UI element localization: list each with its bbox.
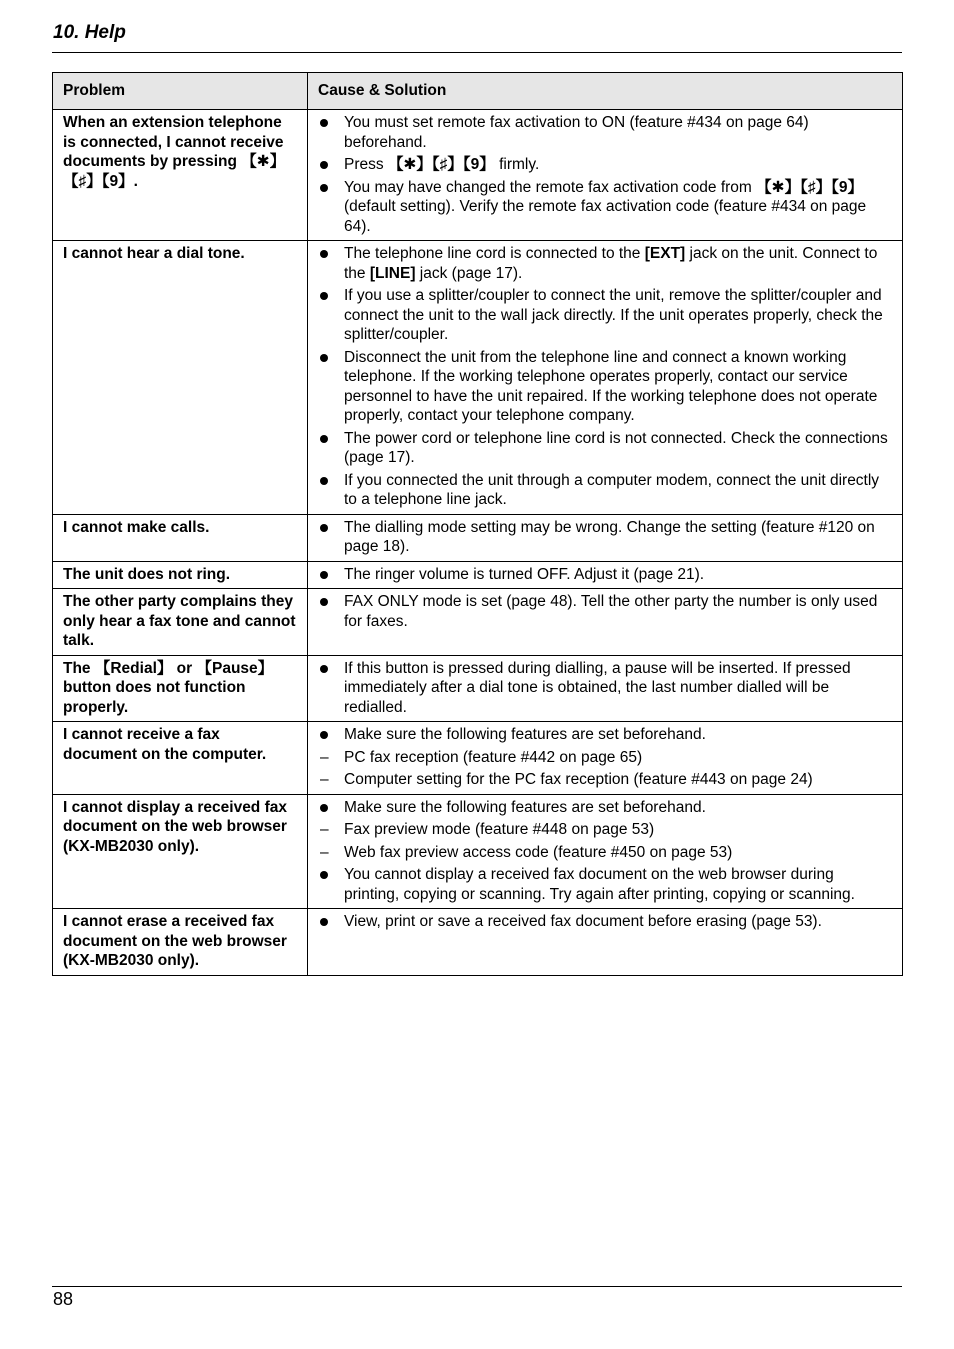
- solution-cell: [308, 241, 903, 515]
- solution-text: You must set remote fax activation to ON (feature #434 on page 64) beforehand.: [344, 114, 809, 151]
- solution-item: [318, 471, 892, 510]
- solution-text: firmly.: [494, 156, 540, 173]
- solution-cell: [308, 514, 903, 561]
- table-row: [53, 589, 903, 656]
- solution-text: If this button is pressed during dialling, a pause will be inserted. If pressed immediately after a dial tone is obtained, the last number dialled will be redialled.: [344, 659, 851, 716]
- solution-cell: [308, 909, 903, 976]
- solution-cell: [308, 110, 903, 241]
- solution-list: [318, 725, 892, 790]
- table-row: [53, 909, 903, 976]
- solution-list: [318, 518, 892, 557]
- solution-text: Make sure the following features are set beforehand.: [344, 726, 706, 743]
- column-header-solution: Cause & Solution: [308, 73, 903, 110]
- sub-item: – Web fax preview access code (feature #450 on page 53): [318, 843, 892, 863]
- solution-item: [318, 725, 892, 790]
- key-label: 【✱】【♯】【9】: [387, 156, 495, 173]
- solution-item: [318, 865, 892, 904]
- solution-list: [318, 113, 892, 236]
- table-row: [53, 794, 903, 909]
- solution-text: FAX ONLY mode is set (page 48). Tell the other party the number is only used for faxes.: [344, 593, 878, 630]
- solution-list: [318, 592, 892, 631]
- solution-item: [318, 659, 892, 718]
- problem-cell: I cannot hear a dial tone.: [53, 241, 308, 515]
- key-label: 【✱】【♯】【9】: [756, 178, 864, 196]
- solution-list: [318, 798, 892, 905]
- table-row: [53, 655, 903, 722]
- solution-text: Disconnect the unit from the telephone line and connect a known working telephone. If the working telephone operates properly, contact our service personnel to have the unit repaired. If the working telephone does not operate properly, contact your telephone company.: [344, 348, 878, 424]
- solution-item: [318, 592, 892, 631]
- problem-cell: I cannot make calls.: [53, 514, 308, 561]
- key-label: [EXT]: [644, 245, 686, 262]
- solution-item: [318, 178, 892, 237]
- help-table: [52, 72, 903, 976]
- table-row: [53, 110, 903, 241]
- solution-text: View, print or save a received fax document before erasing (page 53).: [344, 913, 822, 930]
- page-number: 88: [53, 1289, 74, 1309]
- solution-item: [318, 912, 892, 932]
- solution-item: [318, 429, 892, 468]
- problem-cell: I cannot receive a fax document on the computer.: [53, 722, 308, 795]
- header-rule: [52, 52, 902, 53]
- footer-rule: [52, 1286, 902, 1287]
- solution-cell: [308, 722, 903, 795]
- table-row: [53, 241, 903, 515]
- sub-list: [344, 820, 892, 862]
- solution-item: [318, 113, 892, 152]
- problem-cell: I cannot display a received fax document on the web browser (KX-MB2030 only).: [53, 794, 308, 909]
- section-title: 10. Help: [53, 22, 126, 43]
- problem-cell: I cannot erase a received fax document on the web browser (KX-MB2030 only).: [53, 909, 308, 976]
- solution-item: [318, 565, 892, 585]
- solution-cell: [308, 561, 903, 589]
- solution-item: [318, 155, 892, 175]
- problem-cell: When an extension telephone is connected, I cannot receive documents by pressing 【✱】【♯】【9】.: [53, 110, 308, 241]
- table-header-row: [53, 73, 903, 110]
- problem-cell: The 【Redial】 or 【Pause】 button does not function properly.: [53, 655, 308, 722]
- solution-list: [318, 912, 892, 932]
- solution-text: The dialling mode setting may be wrong. Change the setting (feature #120 on page 18).: [344, 518, 875, 555]
- sub-item: – Fax preview mode (feature #448 on page 53): [318, 820, 892, 840]
- solution-text: jack (page 17).: [415, 264, 523, 282]
- solution-text: Make sure the following features are set beforehand.: [344, 798, 706, 816]
- key-label: [LINE]: [369, 264, 416, 282]
- column-header-problem: Problem: [53, 73, 308, 110]
- solution-text: If you connected the unit through a computer modem, connect the unit directly to a telephone line jack.: [344, 471, 880, 508]
- solution-item: [318, 348, 892, 426]
- solution-item: [318, 244, 892, 283]
- solution-text: The power cord or telephone line cord is not connected. Check the connections (page 17).: [344, 429, 888, 466]
- solution-text: Press: [344, 156, 388, 173]
- solution-text: You cannot display a received fax document on the web browser during printing, copying or scanning. Try again after printing, copying or scanning.: [344, 866, 855, 903]
- sub-list: [344, 748, 892, 790]
- table-row: [53, 722, 903, 795]
- solution-cell: [308, 655, 903, 722]
- table-row: [53, 561, 903, 589]
- solution-text: The telephone line cord is connected to the: [344, 245, 645, 262]
- solution-text: (default setting). Verify the remote fax activation code (feature #434 on page 64).: [344, 198, 867, 235]
- table-row: [53, 514, 903, 561]
- solution-item: [318, 518, 892, 557]
- solution-cell: [308, 794, 903, 909]
- solution-item: [318, 286, 892, 345]
- solution-text: jack on the unit. Connect to the: [344, 245, 878, 282]
- solution-text: You may have changed the remote fax activation code from: [344, 178, 757, 196]
- sub-item: – PC fax reception (feature #442 on page 65): [318, 748, 892, 768]
- problem-cell: The unit does not ring.: [53, 561, 308, 589]
- solution-item: [318, 798, 892, 863]
- solution-list: [318, 659, 892, 718]
- table-body: [53, 110, 903, 976]
- solution-text: The ringer volume is turned OFF. Adjust it (page 21).: [344, 565, 705, 583]
- solution-cell: [308, 589, 903, 656]
- solution-list: [318, 565, 892, 585]
- problem-cell: The other party complains they only hear a fax tone and cannot talk.: [53, 589, 308, 656]
- solution-list: [318, 244, 892, 510]
- solution-text: If you use a splitter/coupler to connect the unit, remove the splitter/coupler and connect the unit to the wall jack directly. If the unit operates properly, check the splitter/coupler.: [344, 287, 883, 343]
- sub-item: – Computer setting for the PC fax reception (feature #443 on page 24): [318, 770, 892, 790]
